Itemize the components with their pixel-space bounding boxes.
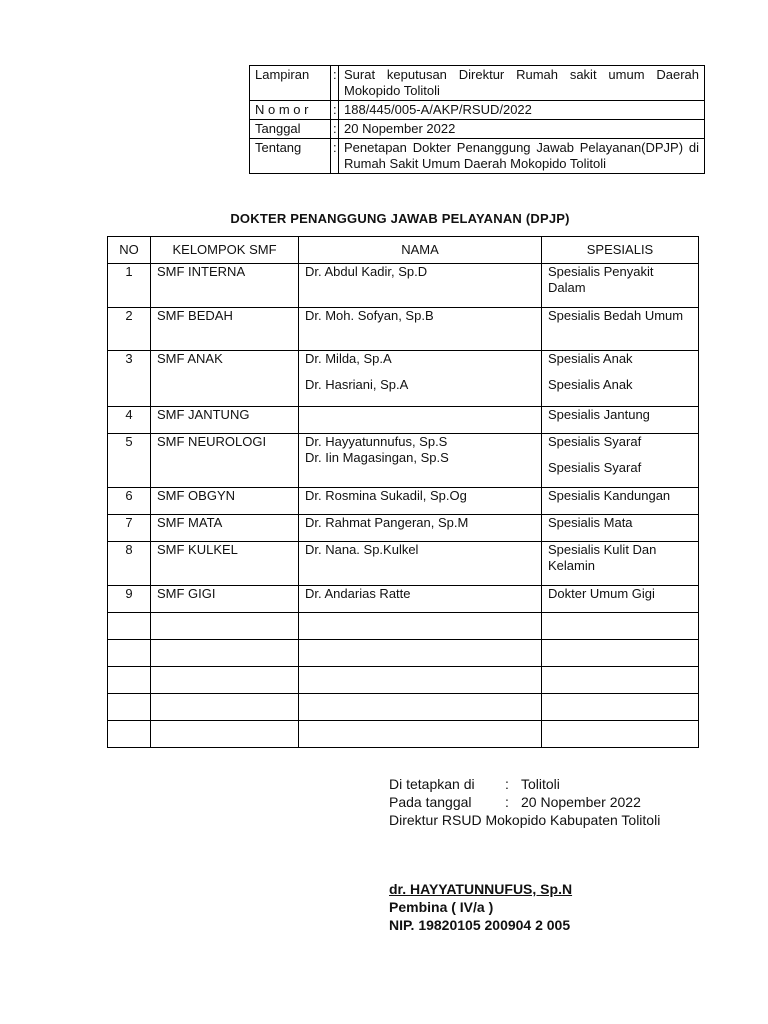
row-spesialis: Spesialis Kandungan <box>542 488 699 515</box>
empty-cell <box>299 694 542 721</box>
row-nama: Dr. Rahmat Pangeran, Sp.M <box>299 515 542 542</box>
header-colon: : <box>331 120 339 139</box>
empty-cell <box>151 640 299 667</box>
table-row <box>108 264 699 308</box>
row-nama: Dr. Andarias Ratte <box>299 586 542 613</box>
empty-row <box>108 694 699 721</box>
empty-cell <box>108 613 151 640</box>
row-smf: SMF JANTUNG <box>151 407 299 434</box>
row-nama <box>299 434 542 488</box>
row-number: 6 <box>108 488 151 515</box>
footer-position: Direktur RSUD Mokopido Kabupaten Tolitoli <box>389 812 661 828</box>
row-nama: Dr. Rosmina Sukadil, Sp.Og <box>299 488 542 515</box>
header-colon: : <box>331 139 339 174</box>
footer-date-sep: : <box>505 794 509 810</box>
footer-place-value: Tolitoli <box>521 776 560 792</box>
table-row <box>108 542 699 586</box>
row-nama: Dr. Nana. Sp.Kulkel <box>299 542 542 586</box>
document-header-table <box>249 65 705 174</box>
doctor-name: Dr. Hasriani, Sp.A <box>305 377 409 392</box>
header-row-tentang <box>250 139 705 174</box>
row-nama <box>299 407 542 434</box>
empty-row <box>108 640 699 667</box>
row-smf: SMF BEDAH <box>151 308 299 351</box>
header-value: Penetapan Dokter Penanggung Jawab Pelayanan(DPJP) di Rumah Sakit Umum Daerah Mokopido Tolitoli <box>339 139 705 174</box>
column-header-spesialis: SPESIALIS <box>542 237 699 264</box>
footer-place-line <box>389 775 660 793</box>
row-number: 3 <box>108 351 151 407</box>
empty-cell <box>542 667 699 694</box>
row-smf: SMF INTERNA <box>151 264 299 308</box>
signatory-rank: Pembina ( IV/a ) <box>389 899 494 915</box>
row-number: 5 <box>108 434 151 488</box>
empty-row <box>108 721 699 748</box>
row-smf: SMF MATA <box>151 515 299 542</box>
empty-cell <box>151 694 299 721</box>
row-nama: Dr. Abdul Kadir, Sp.D <box>299 264 542 308</box>
row-number: 9 <box>108 586 151 613</box>
header-row-lampiran <box>250 66 705 101</box>
empty-cell <box>151 721 299 748</box>
signature-block <box>389 880 572 934</box>
row-spesialis: Spesialis Penyakit Dalam <box>542 264 699 308</box>
document-title: DOKTER PENANGGUNG JAWAB PELAYANAN (DPJP) <box>230 211 570 226</box>
specialty: Spesialis Anak <box>548 351 633 366</box>
row-spesialis <box>542 351 699 407</box>
row-spesialis <box>542 434 699 488</box>
header-label: Tentang <box>250 139 331 174</box>
empty-cell <box>108 667 151 694</box>
row-nama: Dr. Moh. Sofyan, Sp.B <box>299 308 542 351</box>
table-row <box>108 586 699 613</box>
row-smf: SMF GIGI <box>151 586 299 613</box>
header-value: Surat keputusan Direktur Rumah sakit umum Daerah Mokopido Tolitoli <box>339 66 705 101</box>
signatory-nip: NIP. 19820105 200904 2 005 <box>389 917 571 933</box>
specialty: Spesialis Anak <box>548 377 633 392</box>
table-row <box>108 308 699 351</box>
empty-cell <box>108 694 151 721</box>
row-nama <box>299 351 542 407</box>
empty-cell <box>108 721 151 748</box>
header-row-tanggal <box>250 120 705 139</box>
row-number: 7 <box>108 515 151 542</box>
row-number: 1 <box>108 264 151 308</box>
header-colon: : <box>331 101 339 120</box>
footer-date-line <box>389 793 660 811</box>
row-number: 2 <box>108 308 151 351</box>
header-colon: : <box>331 66 339 101</box>
row-smf: SMF ANAK <box>151 351 299 407</box>
column-header-nama: NAMA <box>299 237 542 264</box>
table-row <box>108 434 699 488</box>
table-row <box>108 407 699 434</box>
row-smf: SMF KULKEL <box>151 542 299 586</box>
table-row <box>108 515 699 542</box>
header-label: Lampiran <box>250 66 331 101</box>
specialty: Spesialis Syaraf <box>548 434 642 449</box>
row-number: 8 <box>108 542 151 586</box>
empty-cell <box>299 667 542 694</box>
row-spesialis: Spesialis Jantung <box>542 407 699 434</box>
doctor-name: Dr. Milda, Sp.A <box>305 351 392 366</box>
header-value: 188/445/005-A/AKP/RSUD/2022 <box>339 101 705 120</box>
row-spesialis: Spesialis Mata <box>542 515 699 542</box>
doctor-name: Dr. Hayyatunnufus, Sp.S <box>305 434 448 449</box>
row-spesialis: Spesialis Bedah Umum <box>542 308 699 351</box>
specialty: Spesialis Syaraf <box>548 460 642 475</box>
signatory-name: dr. HAYYATUNNUFUS, Sp.N <box>389 881 573 897</box>
empty-cell <box>299 721 542 748</box>
column-header-smf: KELOMPOK SMF <box>151 237 299 264</box>
row-smf: SMF OBGYN <box>151 488 299 515</box>
table-row <box>108 351 699 407</box>
footer-date-label: Pada tanggal <box>389 794 472 810</box>
empty-cell <box>108 640 151 667</box>
row-number: 4 <box>108 407 151 434</box>
header-label: N o m o r <box>250 101 331 120</box>
footer-place-sep: : <box>505 776 509 792</box>
empty-cell <box>151 613 299 640</box>
row-spesialis: Dokter Umum Gigi <box>542 586 699 613</box>
doctor-name: Dr. Iin Magasingan, Sp.S <box>305 450 449 465</box>
empty-cell <box>542 640 699 667</box>
footer-place-label: Di tetapkan di <box>389 776 475 792</box>
footer-date-value: 20 Nopember 2022 <box>521 794 641 810</box>
row-spesialis: Spesialis Kulit Dan Kelamin <box>542 542 699 586</box>
empty-row <box>108 667 699 694</box>
empty-cell <box>299 613 542 640</box>
row-smf: SMF NEUROLOGI <box>151 434 299 488</box>
header-label: Tanggal <box>250 120 331 139</box>
empty-cell <box>542 721 699 748</box>
empty-cell <box>542 613 699 640</box>
empty-cell <box>299 640 542 667</box>
table-header-row <box>108 237 699 264</box>
empty-row <box>108 613 699 640</box>
header-row-nomor <box>250 101 705 120</box>
empty-cell <box>542 694 699 721</box>
header-value: 20 Nopember 2022 <box>339 120 705 139</box>
table-row <box>108 488 699 515</box>
dpjp-table <box>107 236 699 748</box>
empty-cell <box>151 667 299 694</box>
footer-block <box>389 775 660 829</box>
column-header-no: NO <box>108 237 151 264</box>
